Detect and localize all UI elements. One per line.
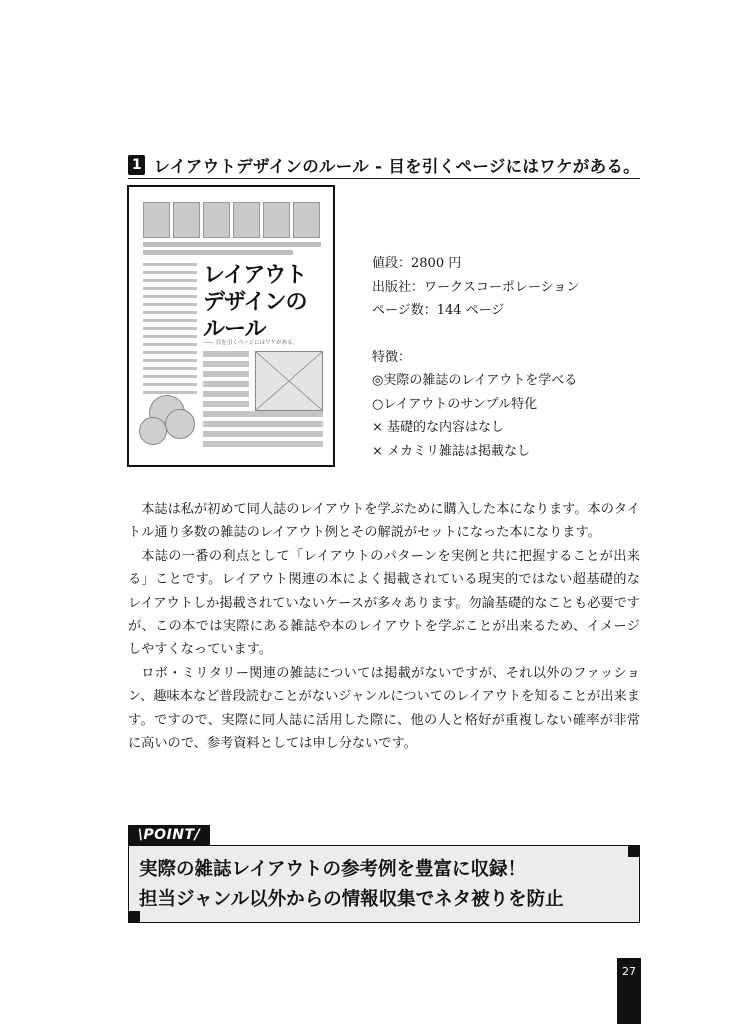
spec-price: 値段：2800 円 bbox=[372, 256, 462, 271]
cover-text-line bbox=[143, 343, 197, 346]
cover-thumbnail bbox=[143, 202, 170, 238]
paragraph: ロボ・ミリタリー関連の雑誌については掲載がないですが、それ以外のファッション、趣味本など普段読むことがないジャンルについてのレイアウトを知ることが出来ます。ですので、実際に同人誌に活用した際に、他の人と格好が重複しない確率が非常に高いので、参考資料としては申し分ないです。 bbox=[128, 665, 640, 752]
cover-thumbnail bbox=[173, 202, 200, 238]
cover-thumbnail bbox=[263, 202, 290, 238]
feature-item: ◎実際の雑誌のレイアウトを学べる bbox=[372, 373, 578, 388]
cover-text-line bbox=[143, 295, 197, 298]
cover-text-line bbox=[143, 391, 197, 394]
corner-mark bbox=[128, 911, 140, 923]
cover-title-line: デザインの bbox=[203, 290, 307, 315]
cover-text-line bbox=[143, 327, 197, 330]
cover-text-line bbox=[143, 263, 197, 266]
features-label: 特徴： bbox=[372, 349, 412, 365]
cover-text-line bbox=[203, 361, 249, 367]
spec-publisher: 出版社：ワークスコーポレーション bbox=[372, 279, 580, 295]
cover-text-line bbox=[143, 271, 197, 274]
paragraph: 本誌の一番の利点として「レイアウトのパターンを実例と共に把握することが出来る」ことです。レイアウト関連の本によく掲載されている現実的ではない超基礎的なレイアウトしか掲載されていないケースが多々あります。勿論基礎的なことも必要ですが、この本では実際にある雑誌や本のレイアウトを学ぶことが出来るため、イメージしやすくなっています。 bbox=[128, 548, 640, 658]
cover-thumbnail bbox=[203, 202, 230, 238]
paragraph: 本誌は私が初めて同人誌のレイアウトを学ぶために購入した本になります。本のタイトル通り多数の雑誌のレイアウト例とその解説がセットになった本になります。 bbox=[128, 502, 640, 541]
section-number: 1 bbox=[128, 155, 145, 175]
review-body bbox=[128, 498, 640, 755]
cover-text-line bbox=[143, 367, 197, 370]
cover-text-line bbox=[143, 383, 197, 386]
cover-text-line bbox=[143, 287, 197, 290]
point-line: 担当ジャンル以外からの情報収集でネタ被りを防止 bbox=[139, 889, 564, 910]
cover-circle bbox=[165, 409, 195, 439]
cover-text-line bbox=[203, 391, 249, 397]
cover-title-line: レイアウト bbox=[203, 263, 307, 288]
page-number: 27 bbox=[617, 958, 641, 1024]
cover-title-line: ルール bbox=[203, 317, 266, 342]
section-title: レイアウトデザインのルール - 目を引くページにはワケがある。 bbox=[153, 157, 640, 176]
cover-image-placeholder bbox=[255, 351, 323, 411]
cover-thumbnails bbox=[143, 202, 320, 238]
cover-text-line bbox=[143, 303, 197, 306]
cover-text-line bbox=[143, 335, 197, 338]
cover-text-line bbox=[203, 421, 323, 427]
cover-title bbox=[203, 262, 306, 343]
point-line: 実際の雑誌レイアウトの参考例を豊富に収録！ bbox=[139, 859, 527, 880]
book-cover-image bbox=[127, 185, 335, 467]
cover-text-line bbox=[143, 375, 197, 378]
cover-thumbnail bbox=[293, 202, 320, 238]
book-specs bbox=[372, 252, 579, 463]
cover-text-line bbox=[203, 411, 323, 417]
cover-text-line bbox=[203, 431, 323, 437]
cover-thumbnail bbox=[233, 202, 260, 238]
cover-text-line bbox=[203, 351, 249, 357]
feature-item: ○レイアウトのサンプル特化 bbox=[372, 396, 538, 412]
cover-text-line bbox=[143, 311, 197, 314]
spacer bbox=[372, 323, 579, 346]
feature-item: × メカミリ雑誌は掲載なし bbox=[372, 443, 531, 459]
cover-text-line bbox=[203, 381, 249, 387]
point-label: \POINT/ bbox=[128, 825, 210, 845]
cross-icon bbox=[256, 352, 322, 410]
cover-bar bbox=[143, 242, 321, 247]
cover-bar bbox=[143, 250, 293, 255]
cover-text-line bbox=[143, 351, 197, 354]
cover-subtitle: ―― 目を引くページにはワケがある。 bbox=[203, 340, 299, 346]
feature-item: × 基礎的な内容はなし bbox=[372, 420, 505, 435]
cover-text-line bbox=[203, 401, 249, 407]
point-box bbox=[128, 845, 640, 923]
corner-mark bbox=[628, 845, 640, 857]
spec-pages: ページ数：144 ページ bbox=[372, 303, 505, 318]
cover-text-line bbox=[203, 441, 323, 447]
cover-circle bbox=[139, 417, 167, 445]
cover-text-line bbox=[143, 319, 197, 322]
section-heading bbox=[128, 152, 640, 179]
cover-text-line bbox=[143, 279, 197, 282]
cover-text-line bbox=[143, 359, 197, 362]
cover-text-line bbox=[203, 371, 249, 377]
